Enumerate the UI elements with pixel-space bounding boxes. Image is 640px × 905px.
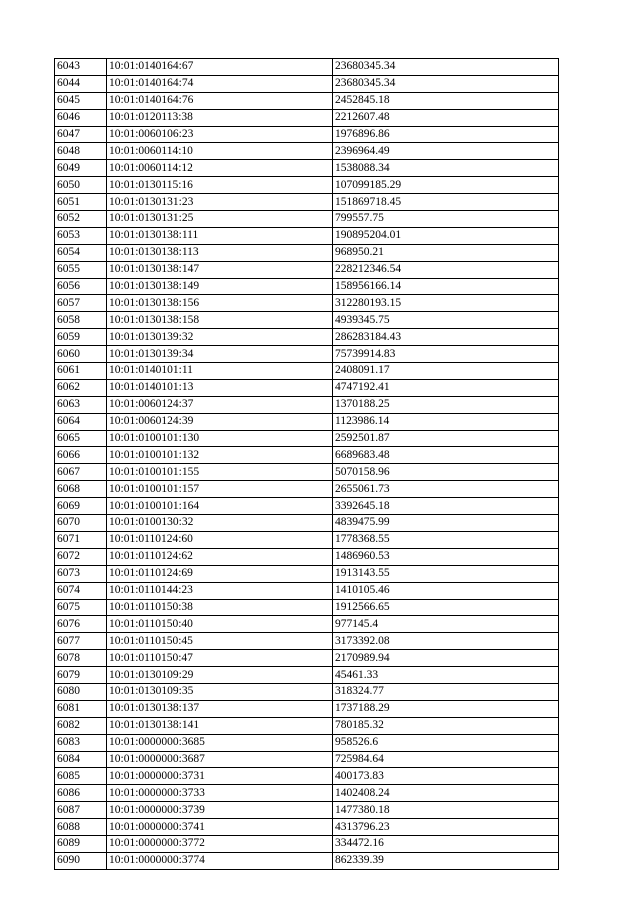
table-row: [55, 531, 559, 548]
table-row: [55, 109, 559, 126]
row-number-cell: 6067: [55, 464, 107, 481]
row-number-cell: 6089: [55, 835, 107, 852]
row-number-cell: 6046: [55, 109, 107, 126]
value-cell: 1912566.65: [333, 599, 559, 616]
cadastral-number-cell: 10:01:0000000:3741: [107, 819, 333, 836]
row-number-cell: 6061: [55, 363, 107, 380]
table-row: [55, 160, 559, 177]
cadastral-number-cell: 10:01:0140164:76: [107, 92, 333, 109]
cadastral-number-cell: 10:01:0130131:23: [107, 194, 333, 211]
value-cell: 158956166.14: [333, 278, 559, 295]
row-number-cell: 6045: [55, 92, 107, 109]
cadastral-number-cell: 10:01:0000000:3733: [107, 785, 333, 802]
cadastral-number-cell: 10:01:0130138:137: [107, 700, 333, 717]
cadastral-number-cell: 10:01:0060124:39: [107, 413, 333, 430]
value-cell: 1477380.18: [333, 802, 559, 819]
value-cell: 977145.4: [333, 616, 559, 633]
row-number-cell: 6043: [55, 59, 107, 76]
table-row: [55, 768, 559, 785]
value-cell: 4747192.41: [333, 379, 559, 396]
table-row: [55, 650, 559, 667]
value-cell: 968950.21: [333, 244, 559, 261]
cadastral-number-cell: 10:01:0130109:35: [107, 683, 333, 700]
cadastral-number-cell: 10:01:0000000:3739: [107, 802, 333, 819]
cadastral-number-cell: 10:01:0000000:3687: [107, 751, 333, 768]
value-cell: 6689683.48: [333, 447, 559, 464]
row-number-cell: 6072: [55, 548, 107, 565]
table-row: [55, 802, 559, 819]
value-cell: 2452845.18: [333, 92, 559, 109]
table-row: [55, 92, 559, 109]
table-row: [55, 211, 559, 228]
table-row: [55, 498, 559, 515]
cadastral-number-cell: 10:01:0140101:11: [107, 363, 333, 380]
value-cell: 2655061.73: [333, 481, 559, 498]
row-number-cell: 6065: [55, 430, 107, 447]
table-row: [55, 751, 559, 768]
table-row: [55, 819, 559, 836]
row-number-cell: 6058: [55, 312, 107, 329]
cadastral-number-cell: 10:01:0130138:149: [107, 278, 333, 295]
value-cell: 799557.75: [333, 211, 559, 228]
cadastral-number-cell: 10:01:0110124:60: [107, 531, 333, 548]
cadastral-number-cell: 10:01:0110150:45: [107, 633, 333, 650]
cadastral-number-cell: 10:01:0060114:10: [107, 143, 333, 160]
value-cell: 1737188.29: [333, 700, 559, 717]
value-cell: 75739914.83: [333, 346, 559, 363]
table-body: [55, 59, 559, 870]
value-cell: 228212346.54: [333, 261, 559, 278]
value-cell: 1486960.53: [333, 548, 559, 565]
cadastral-number-cell: 10:01:0130138:111: [107, 227, 333, 244]
table-row: [55, 278, 559, 295]
row-number-cell: 6088: [55, 819, 107, 836]
row-number-cell: 6081: [55, 700, 107, 717]
cadastral-number-cell: 10:01:0060114:12: [107, 160, 333, 177]
row-number-cell: 6077: [55, 633, 107, 650]
cadastral-number-cell: 10:01:0100101:157: [107, 481, 333, 498]
table-row: [55, 447, 559, 464]
value-cell: 2170989.94: [333, 650, 559, 667]
table-row: [55, 75, 559, 92]
value-cell: 958526.6: [333, 734, 559, 751]
row-number-cell: 6044: [55, 75, 107, 92]
cadastral-number-cell: 10:01:0110124:69: [107, 565, 333, 582]
value-cell: 1402408.24: [333, 785, 559, 802]
value-cell: 5070158.96: [333, 464, 559, 481]
table-row: [55, 481, 559, 498]
row-number-cell: 6063: [55, 396, 107, 413]
value-cell: 1410105.46: [333, 582, 559, 599]
table-row: [55, 734, 559, 751]
value-cell: 318324.77: [333, 683, 559, 700]
table-row: [55, 227, 559, 244]
row-number-cell: 6083: [55, 734, 107, 751]
table-row: [55, 565, 559, 582]
cadastral-number-cell: 10:01:0130139:32: [107, 329, 333, 346]
table-row: [55, 683, 559, 700]
value-cell: 151869718.45: [333, 194, 559, 211]
table-row: [55, 582, 559, 599]
table-row: [55, 329, 559, 346]
value-cell: 2212607.48: [333, 109, 559, 126]
row-number-cell: 6056: [55, 278, 107, 295]
table-row: [55, 363, 559, 380]
cadastral-number-cell: 10:01:0130138:147: [107, 261, 333, 278]
row-number-cell: 6051: [55, 194, 107, 211]
value-cell: 1778368.55: [333, 531, 559, 548]
table-row: [55, 633, 559, 650]
row-number-cell: 6060: [55, 346, 107, 363]
row-number-cell: 6052: [55, 211, 107, 228]
row-number-cell: 6087: [55, 802, 107, 819]
value-cell: 1913143.55: [333, 565, 559, 582]
cadastral-number-cell: 10:01:0000000:3731: [107, 768, 333, 785]
row-number-cell: 6073: [55, 565, 107, 582]
cadastral-number-cell: 10:01:0060124:37: [107, 396, 333, 413]
value-cell: 1538088.34: [333, 160, 559, 177]
value-cell: 4313796.23: [333, 819, 559, 836]
value-cell: 1370188.25: [333, 396, 559, 413]
value-cell: 190895204.01: [333, 227, 559, 244]
row-number-cell: 6047: [55, 126, 107, 143]
table-row: [55, 59, 559, 76]
table-row: [55, 379, 559, 396]
row-number-cell: 6079: [55, 667, 107, 684]
value-cell: 400173.83: [333, 768, 559, 785]
table-row: [55, 346, 559, 363]
row-number-cell: 6068: [55, 481, 107, 498]
row-number-cell: 6070: [55, 515, 107, 532]
cadastral-number-cell: 10:01:0100101:132: [107, 447, 333, 464]
row-number-cell: 6050: [55, 177, 107, 194]
table-row: [55, 261, 559, 278]
table-row: [55, 126, 559, 143]
row-number-cell: 6049: [55, 160, 107, 177]
row-number-cell: 6076: [55, 616, 107, 633]
row-number-cell: 6090: [55, 852, 107, 869]
table-row: [55, 295, 559, 312]
row-number-cell: 6055: [55, 261, 107, 278]
value-cell: 3392645.18: [333, 498, 559, 515]
value-cell: 312280193.15: [333, 295, 559, 312]
cadastral-number-cell: 10:01:0140101:13: [107, 379, 333, 396]
table-row: [55, 430, 559, 447]
row-number-cell: 6054: [55, 244, 107, 261]
row-number-cell: 6071: [55, 531, 107, 548]
row-number-cell: 6057: [55, 295, 107, 312]
row-number-cell: 6048: [55, 143, 107, 160]
cadastral-number-cell: 10:01:0100101:164: [107, 498, 333, 515]
value-cell: 334472.16: [333, 835, 559, 852]
value-cell: 1123986.14: [333, 413, 559, 430]
cadastral-number-cell: 10:01:0130138:113: [107, 244, 333, 261]
cadastral-number-cell: 10:01:0000000:3772: [107, 835, 333, 852]
cadastral-number-cell: 10:01:0140164:74: [107, 75, 333, 92]
row-number-cell: 6086: [55, 785, 107, 802]
row-number-cell: 6069: [55, 498, 107, 515]
table-row: [55, 396, 559, 413]
cadastral-number-cell: 10:01:0100101:130: [107, 430, 333, 447]
table-row: [55, 616, 559, 633]
cadastral-number-cell: 10:01:0100101:155: [107, 464, 333, 481]
row-number-cell: 6074: [55, 582, 107, 599]
table-row: [55, 717, 559, 734]
cadastral-number-cell: 10:01:0110150:38: [107, 599, 333, 616]
row-number-cell: 6062: [55, 379, 107, 396]
cadastral-number-cell: 10:01:0130139:34: [107, 346, 333, 363]
cadastral-number-cell: 10:01:0110144:23: [107, 582, 333, 599]
cadastral-number-cell: 10:01:0000000:3774: [107, 852, 333, 869]
table-row: [55, 515, 559, 532]
cadastral-number-cell: 10:01:0130138:156: [107, 295, 333, 312]
cadastral-number-cell: 10:01:0000000:3685: [107, 734, 333, 751]
table-row: [55, 413, 559, 430]
value-cell: 2592501.87: [333, 430, 559, 447]
value-cell: 1976896.86: [333, 126, 559, 143]
row-number-cell: 6080: [55, 683, 107, 700]
cadastral-number-cell: 10:01:0130115:16: [107, 177, 333, 194]
row-number-cell: 6059: [55, 329, 107, 346]
row-number-cell: 6053: [55, 227, 107, 244]
value-cell: 780185.32: [333, 717, 559, 734]
table-row: [55, 143, 559, 160]
table-row: [55, 464, 559, 481]
cadastral-number-cell: 10:01:0110150:47: [107, 650, 333, 667]
table-row: [55, 194, 559, 211]
row-number-cell: 6082: [55, 717, 107, 734]
cadastral-number-cell: 10:01:0130138:158: [107, 312, 333, 329]
value-cell: 2408091.17: [333, 363, 559, 380]
value-cell: 3173392.08: [333, 633, 559, 650]
cadastral-number-cell: 10:01:0130109:29: [107, 667, 333, 684]
table-row: [55, 312, 559, 329]
cadastral-number-cell: 10:01:0110124:62: [107, 548, 333, 565]
row-number-cell: 6064: [55, 413, 107, 430]
value-cell: 2396964.49: [333, 143, 559, 160]
cadastral-number-cell: 10:01:0130131:25: [107, 211, 333, 228]
cadastral-number-cell: 10:01:0120113:38: [107, 109, 333, 126]
value-cell: 725984.64: [333, 751, 559, 768]
table-row: [55, 785, 559, 802]
value-cell: 107099185.29: [333, 177, 559, 194]
value-cell: 862339.39: [333, 852, 559, 869]
row-number-cell: 6066: [55, 447, 107, 464]
row-number-cell: 6078: [55, 650, 107, 667]
table-row: [55, 177, 559, 194]
row-number-cell: 6075: [55, 599, 107, 616]
cadastral-number-cell: 10:01:0100130:32: [107, 515, 333, 532]
table-row: [55, 548, 559, 565]
table-row: [55, 835, 559, 852]
cadastral-value-table: [54, 58, 559, 870]
row-number-cell: 6085: [55, 768, 107, 785]
value-cell: 286283184.43: [333, 329, 559, 346]
row-number-cell: 6084: [55, 751, 107, 768]
value-cell: 23680345.34: [333, 59, 559, 76]
table-row: [55, 852, 559, 869]
cadastral-number-cell: 10:01:0140164:67: [107, 59, 333, 76]
value-cell: 23680345.34: [333, 75, 559, 92]
cadastral-number-cell: 10:01:0060106:23: [107, 126, 333, 143]
value-cell: 4839475.99: [333, 515, 559, 532]
value-cell: 4939345.75: [333, 312, 559, 329]
table-row: [55, 599, 559, 616]
table-row: [55, 700, 559, 717]
value-cell: 45461.33: [333, 667, 559, 684]
table-row: [55, 667, 559, 684]
cadastral-number-cell: 10:01:0110150:40: [107, 616, 333, 633]
table-row: [55, 244, 559, 261]
cadastral-number-cell: 10:01:0130138:141: [107, 717, 333, 734]
